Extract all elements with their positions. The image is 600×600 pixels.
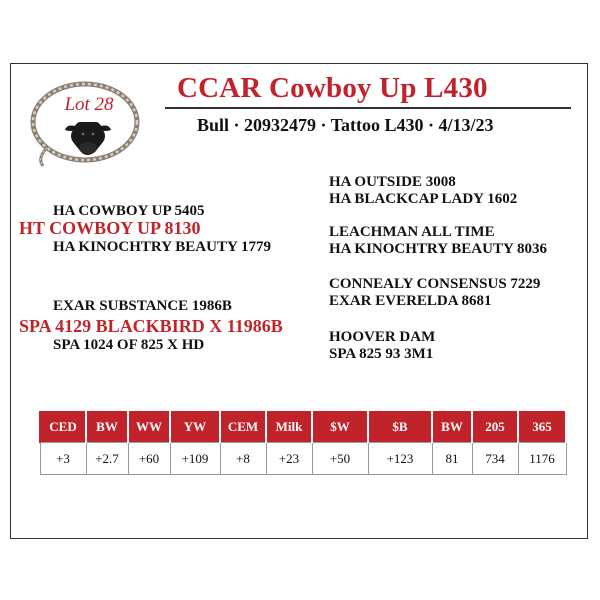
epd-header: $B <box>368 410 432 443</box>
epd-value: +23 <box>266 443 312 475</box>
epd-value: +123 <box>368 443 432 475</box>
sire-dam-sire: LEACHMAN ALL TIME <box>329 224 495 240</box>
sire-dam-dam: HA KINOCHTRY BEAUTY 8036 <box>329 241 547 257</box>
dam-sire-sire: CONNEALY CONSENSUS 7229 <box>329 276 541 292</box>
title-divider <box>165 107 571 109</box>
epd-value: 1176 <box>518 443 566 475</box>
epd-value: 734 <box>472 443 518 475</box>
dam-sire-dam: EXAR EVERELDA 8681 <box>329 293 492 309</box>
dam-dam-sire: HOOVER DAM <box>329 329 436 345</box>
sire-sire-dam: HA BLACKCAP LADY 1602 <box>329 191 518 207</box>
epd-value: 81 <box>432 443 472 475</box>
rope-lasso-bull-icon <box>29 78 147 170</box>
epd-header: CED <box>40 410 86 443</box>
sire-dam: HA KINOCHTRY BEAUTY 1779 <box>53 239 271 255</box>
epd-value: +3 <box>40 443 86 475</box>
animal-name: CCAR Cowboy Up L430 <box>177 72 488 104</box>
dam-sire: EXAR SUBSTANCE 1986B <box>53 298 232 314</box>
epd-value: +50 <box>312 443 368 475</box>
epd-value: +8 <box>220 443 266 475</box>
epd-header: YW <box>170 410 220 443</box>
animal-details: Bull · 20932479 · Tattoo L430 · 4/13/23 <box>197 115 494 135</box>
dam-dam: SPA 1024 OF 825 X HD <box>53 337 205 353</box>
epd-header: $W <box>312 410 368 443</box>
epd-header: CEM <box>220 410 266 443</box>
epd-header: 205 <box>472 410 518 443</box>
sire-sire: HA COWBOY UP 5405 <box>53 203 205 219</box>
epd-header: WW <box>128 410 170 443</box>
epd-value: +60 <box>128 443 170 475</box>
epd-header: 365 <box>518 410 566 443</box>
epd-table <box>39 409 567 475</box>
epd-header: BW <box>432 410 472 443</box>
epd-value: +2.7 <box>86 443 128 475</box>
lot-card <box>10 63 588 539</box>
lot-label: Lot 28 <box>64 94 114 115</box>
dam-dam-dam: SPA 825 93 3M1 <box>329 346 434 362</box>
epd-header-row <box>40 410 566 443</box>
epd-value: +109 <box>170 443 220 475</box>
epd-header: BW <box>86 410 128 443</box>
lot-logo <box>29 78 147 170</box>
sire-sire-sire: HA OUTSIDE 3008 <box>329 174 456 190</box>
epd-header: Milk <box>266 410 312 443</box>
dam-name: SPA 4129 BLACKBIRD X 11986B <box>19 316 283 336</box>
sire-name: HT COWBOY UP 8130 <box>19 218 201 238</box>
epd-value-row <box>40 443 566 475</box>
